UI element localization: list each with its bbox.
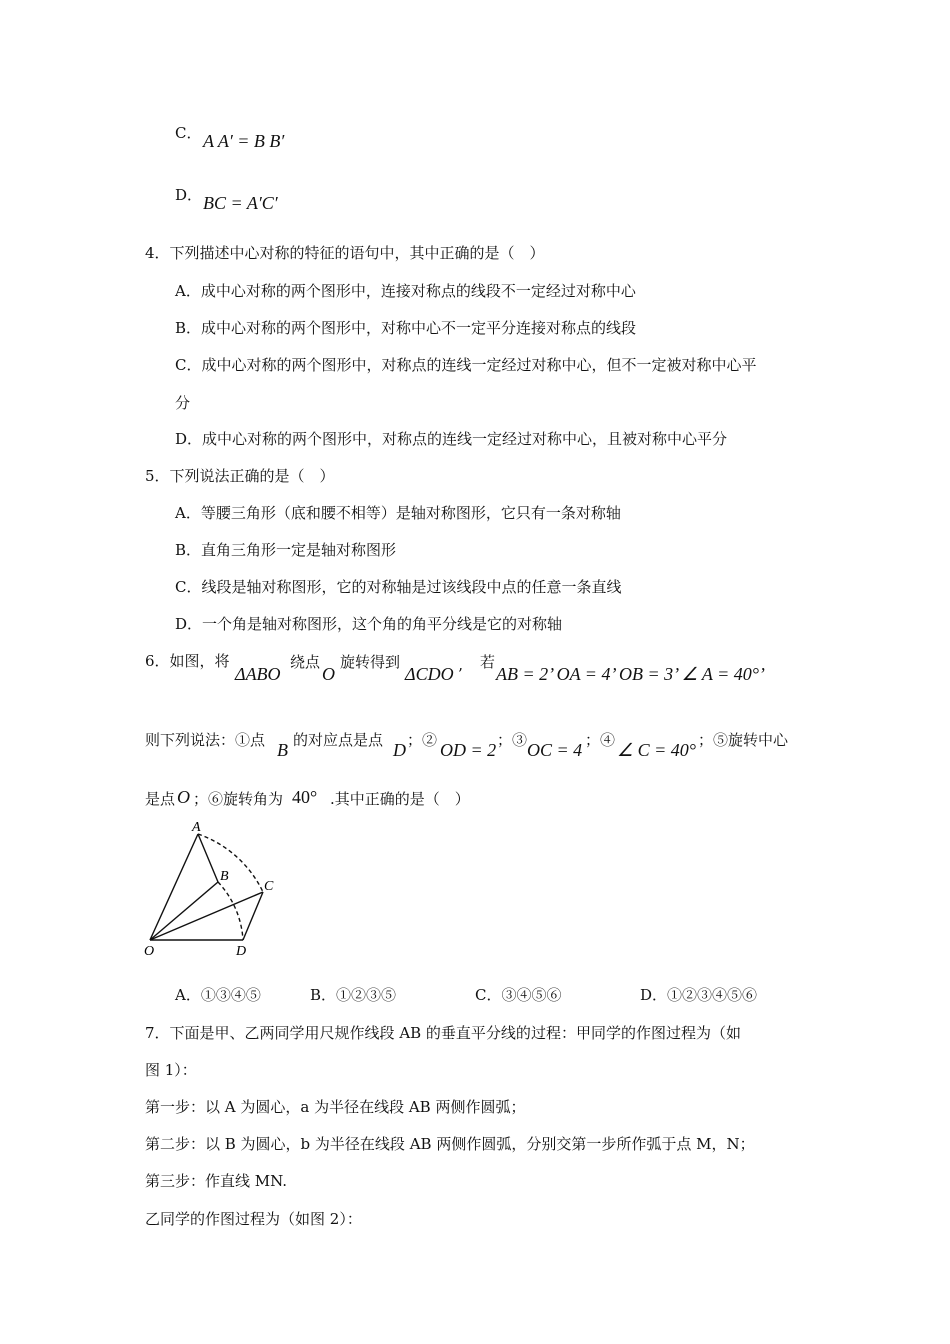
q6-rotation-figure (140, 818, 290, 958)
q6-triangle-cdo: ΔCDO (405, 664, 454, 684)
q6-choice-c: C．③④⑤⑥ (475, 986, 562, 1004)
q6-line2-corr: 的对应点是点 (293, 731, 384, 749)
segment-ob (150, 882, 218, 940)
q6-line1-rotate: 旋转得到 (340, 653, 401, 671)
q4-option-b: B．成中心对称的两个图形中，对称中心不一定平分连接对称点的线段 (175, 319, 637, 337)
label-b: B (220, 869, 229, 884)
q7-step3: 第三步：作直线 MN. (145, 1172, 288, 1190)
q6-line2-s3: ；③ (497, 731, 528, 749)
q3-option-c-label: C． (175, 124, 202, 142)
label-d: D (236, 944, 247, 958)
q6-line1-if: 若 (480, 653, 496, 671)
label-a: A (192, 820, 201, 835)
q4-option-c: C．成中心对称的两个图形中，对称点的连线一定经过对称中心，但不一定被对称中心平 (175, 356, 757, 374)
q6-statement-oc: OC = 4 (527, 740, 583, 760)
q6-line2-s2: ；② (407, 731, 438, 749)
q3-option-d-label: D． (175, 186, 203, 204)
q6-rotation-angle: 40° (292, 787, 318, 807)
segment-oa (150, 834, 198, 940)
q4-option-d: D．成中心对称的两个图形中，对称点的连线一定经过对称中心，且被对称中心平分 (175, 430, 728, 448)
arc-a-to-c (198, 834, 263, 892)
q6-choice-d: D．①②③④⑤⑥ (640, 986, 758, 1004)
q7-step1: 第一步：以 A 为圆心，a 为半径在线段 AB 两侧作圆弧； (145, 1098, 526, 1116)
label-o: O (144, 944, 155, 958)
q6-choice-a: A．①③④⑤ (175, 986, 261, 1004)
q6-triangle-abo: ΔABO (235, 664, 281, 684)
q6-center-o: O (177, 787, 190, 807)
q6-line2-s5: ；⑤旋转中心 (698, 731, 789, 749)
q4-stem: 4．下列描述中心对称的特征的语句中，其中正确的是（ ） (145, 244, 545, 262)
q6-line1-around: 绕点 (290, 653, 321, 671)
q6-statement-angle-c: ∠ C = 40° (617, 740, 696, 760)
q6-statement-od: OD = 2 (440, 740, 497, 760)
q6-choice-b: B．①②③⑤ (310, 986, 397, 1004)
q6-line1-sep: ’ (458, 665, 463, 683)
q4-option-a: A．成中心对称的两个图形中，连接对称点的线段不一定经过对称中心 (175, 282, 636, 300)
q7-step2: 第二步：以 B 为圆心，b 为半径在线段 AB 两侧作圆弧，分别交第一步所作弧于点 M，N； (145, 1135, 755, 1153)
q5-stem: 5．下列说法正确的是（ ） (145, 467, 335, 485)
q5-option-a: A．等腰三角形（底和腰不相等）是轴对称图形，它只有一条对称轴 (175, 504, 621, 522)
q3-option-c-expr: A A′ = B B′ (203, 131, 285, 151)
q6-point-o: O (322, 664, 335, 684)
q6-line2-prefix: 则下列说法：①点 (145, 731, 266, 749)
q6-point-d: D (393, 740, 406, 760)
q6-line3-s6: ；⑥旋转角为 (193, 790, 284, 808)
q6-line3-prefix: 是点 (145, 790, 176, 808)
q3-option-d-expr: BC = A′C′ (203, 193, 278, 213)
segment-ab (198, 834, 218, 882)
q7-stem-cont: 图 1）： (145, 1061, 197, 1079)
q4-option-c-cont: 分 (175, 394, 191, 412)
q6-line1-prefix: 6．如图，将 (145, 652, 230, 670)
q6-line3-suffix: .其中正确的是（ ） (330, 790, 470, 808)
q6-point-b: B (277, 740, 288, 760)
q6-given-values: AB = 2’ OA = 4’ OB = 3’ ∠ A = 40°’ (496, 664, 765, 684)
q7-stem: 7．下面是甲、乙两同学用尺规作线段 AB 的垂直平分线的过程：甲同学的作图过程为（如 (145, 1024, 741, 1042)
q5-option-b: B．直角三角形一定是轴对称图形 (175, 541, 397, 559)
q5-option-d: D．一个角是轴对称图形，这个角的角平分线是它的对称轴 (175, 615, 563, 633)
q5-option-c: C．线段是轴对称图形，它的对称轴是过该线段中点的任意一条直线 (175, 578, 622, 596)
arc-b-to-d (218, 882, 243, 940)
label-c: C (264, 879, 274, 894)
q7-second-student: 乙同学的作图过程为（如图 2）： (145, 1210, 362, 1228)
q6-line2-s4: ；④ (585, 731, 616, 749)
